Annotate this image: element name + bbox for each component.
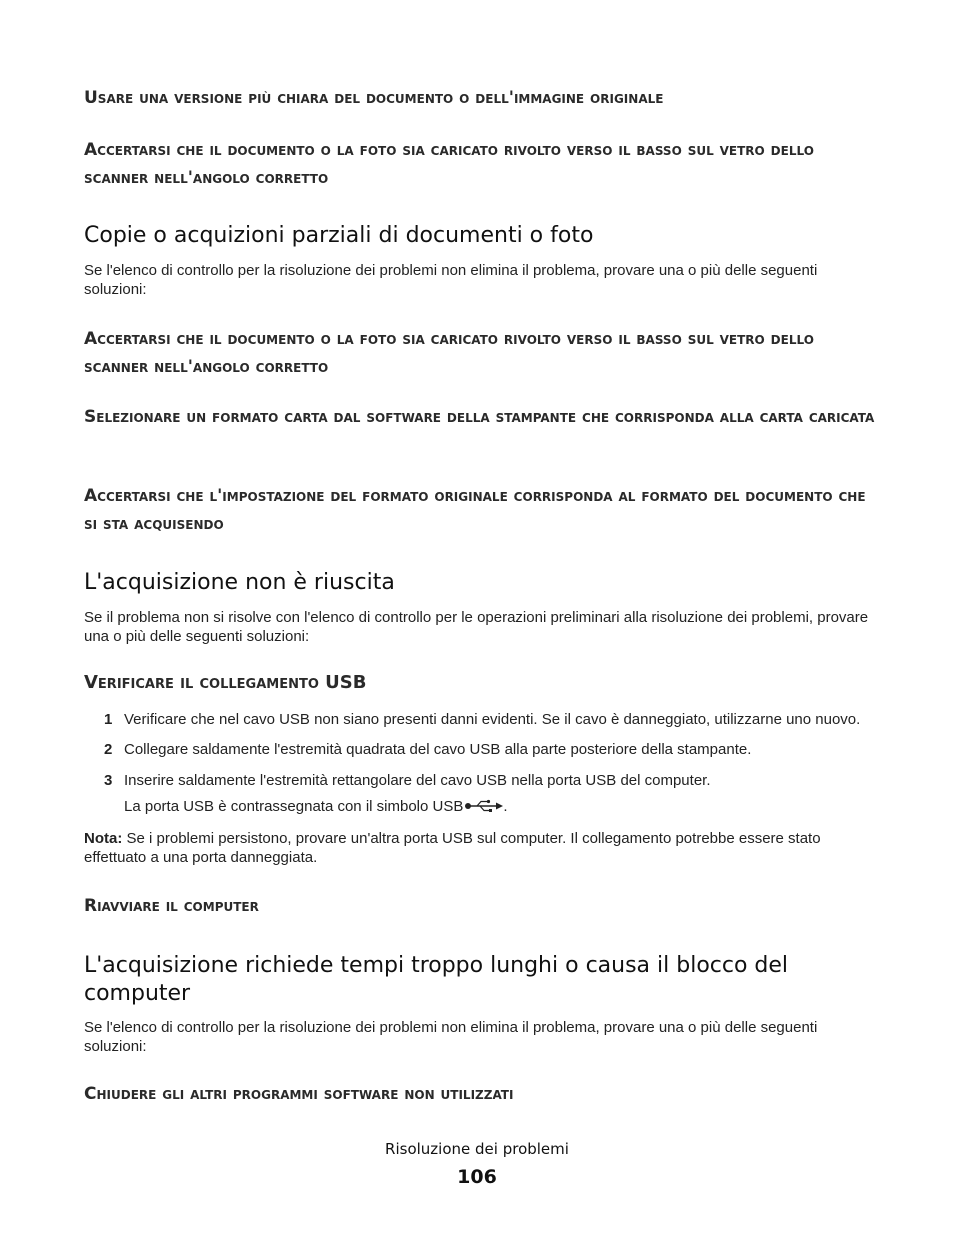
heading-check-placement-1: Accertarsi che il documento o la foto sia caricato rivolto verso il basso sul vetro dello scanner nell'angolo corretto — [84, 140, 814, 188]
section-title-partial-copies: Copie o acquizioni parziali di documenti o foto — [84, 223, 594, 248]
step-text: Verificare che nel cavo USB non siano presenti danni evidenti. Se il cavo è danneggiato, utilizzarne uno nuovo. — [124, 711, 861, 728]
step-text: Inserire saldamente l'estremità rettangolare del cavo USB nella porta USB del computer. — [124, 772, 711, 789]
heading-close-programs: Chiudere gli altri programmi software non utilizzati — [84, 1084, 514, 1104]
heading-check-usb: Verificare il collegamento USB — [84, 672, 367, 693]
heading-restart-computer: Riavviare il computer — [84, 896, 259, 916]
usb-note-text: La porta USB è contrassegnata con il simbolo USB — [124, 798, 464, 815]
step-number: 3 — [104, 772, 113, 789]
usb-icon — [465, 799, 503, 813]
section-intro-scan-failed: Se il problema non si risolve con l'elenco di controllo per le operazioni preliminari alla risoluzione dei problemi, provare una o più delle seguenti soluzioni: — [84, 609, 869, 645]
section-title-scan-failed: L'acquisizione non è riuscita — [84, 570, 395, 595]
step-3-usb-note — [124, 797, 884, 816]
usb-note-end: . — [503, 798, 508, 815]
section-intro-scan-slow: Se l'elenco di controllo per la risoluzione dei problemi non elimina il problema, provare una o più delle seguenti soluzioni: — [84, 1019, 818, 1055]
footer-section-label: Risoluzione dei problemi — [385, 1140, 569, 1158]
heading-lighter-version: Usare una versione più chiara del documento o dell'immagine originale — [84, 88, 664, 108]
note-label: Nota: — [84, 830, 123, 847]
step-number: 1 — [104, 711, 113, 728]
step-number: 2 — [104, 741, 113, 758]
page-number: 106 — [457, 1166, 497, 1188]
heading-select-paper-size: Selezionare un formato carta dal software della stampante che corrisponda alla carta caricata — [84, 407, 875, 427]
section-intro-partial-copies: Se l'elenco di controllo per la risoluzione dei problemi non elimina il problema, provare una o più delle seguenti soluzioni: — [84, 262, 818, 298]
usb-note-paragraph — [84, 829, 874, 867]
note-text: Se i problemi persistono, provare un'altra porta USB sul computer. Il collegamento potrebbe essere stato effettuato a una porta danneggiata. — [84, 830, 821, 866]
section-title-scan-slow: L'acquisizione richiede tempi troppo lunghi o causa il blocco del computer — [84, 953, 789, 1006]
heading-check-placement-2: Accertarsi che il documento o la foto sia caricato rivolto verso il basso sul vetro dello scanner nell'angolo corretto — [84, 329, 814, 377]
step-text: Collegare saldamente l'estremità quadrata del cavo USB alla parte posteriore della stampante. — [124, 741, 752, 758]
heading-check-original-size: Accertarsi che l'impostazione del formato originale corrisponda al formato del documento che si sta acquisendo — [84, 486, 866, 534]
